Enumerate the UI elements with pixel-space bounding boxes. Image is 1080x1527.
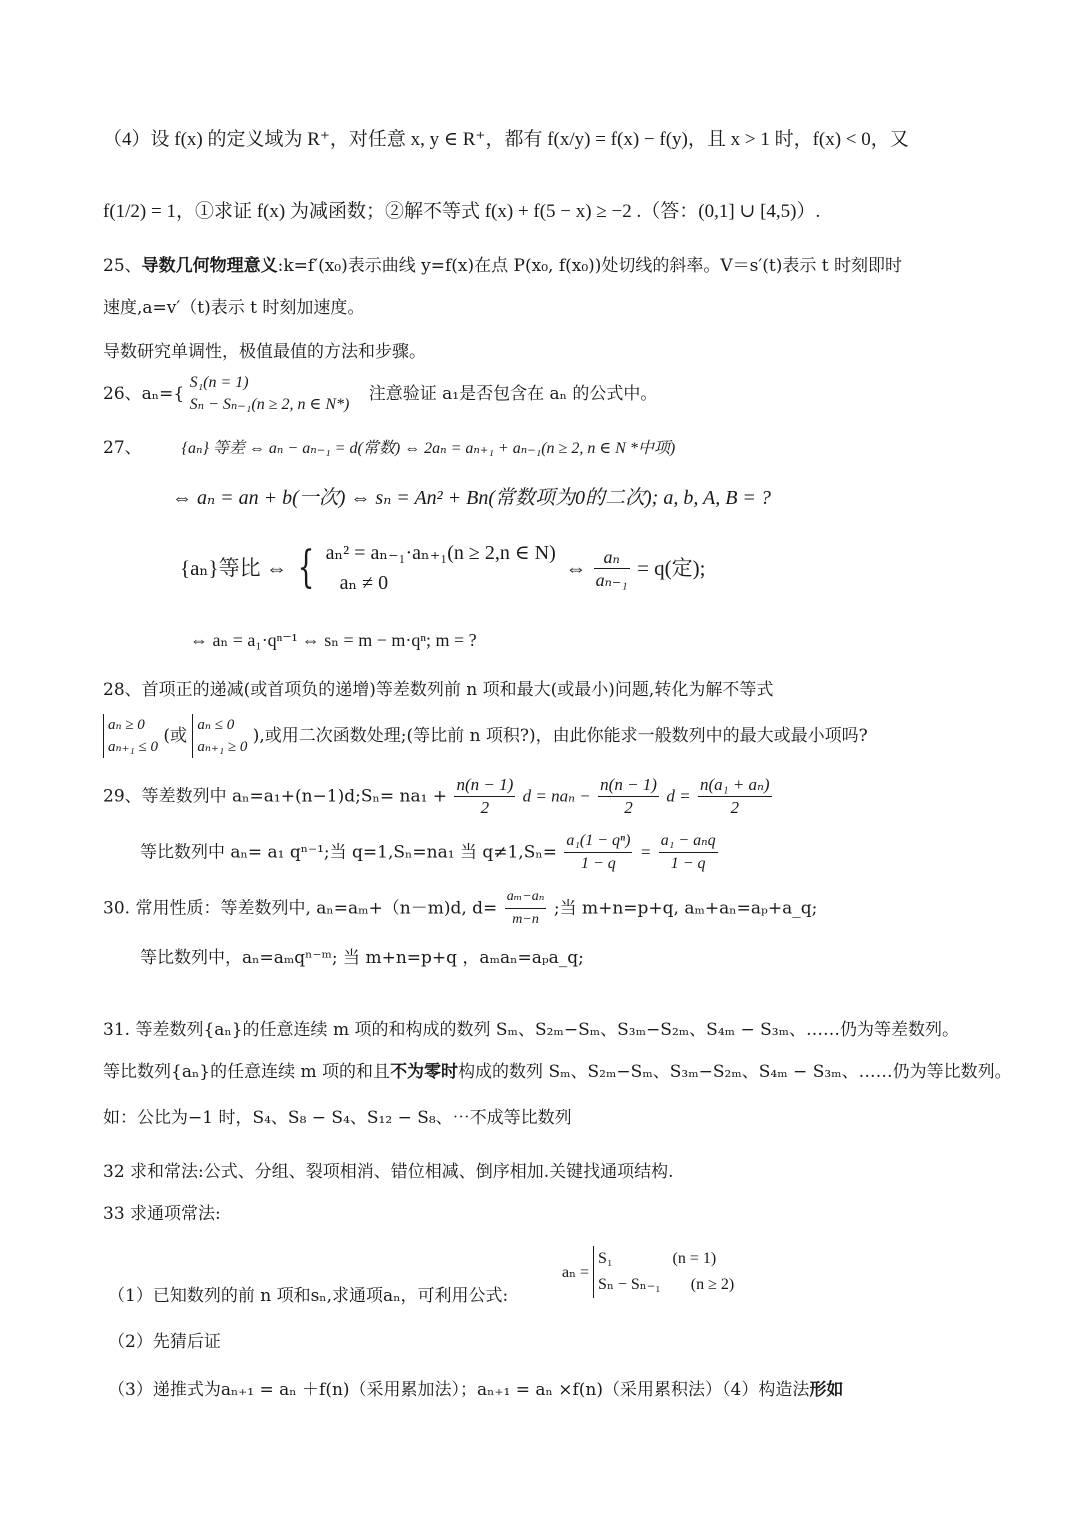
item-33-formula: aₙ = S₁ (n = 1) Sₙ − Sₙ₋₁ (n ≥ 2) bbox=[562, 1246, 734, 1300]
item-31-line-1: 31. 等差数列{aₙ}的任意连续 m 项的和构成的数列 Sₘ、S₂ₘ−Sₘ、S₃ₘ−S₂ₘ、S₄ₘ − S₃ₘ、……仍为等差数列。 bbox=[103, 1020, 960, 1040]
item-4-line-1: （4）设 f(x) 的定义域为 R⁺，对任意 x, y ∈ R⁺，都有 f(x/y) = f(x) − f(y)，且 x > 1 时，f(x) < 0，又 bbox=[103, 129, 909, 150]
item-27-line-4: ⇔ aₙ = a₁·qⁿ⁻¹ ⇔ sₙ = m − m·qⁿ; m = ? bbox=[190, 630, 477, 650]
item-31-line-3: 如：公比为−1 时，S₄、S₈ − S₄、S₁₂ − S₈、⋯不成等比数列 bbox=[103, 1108, 572, 1128]
item-4-line-2: f(1/2) = 1，①求证 f(x) 为减函数；②解不等式 f(x) + f(5 − x) ≥ −2 .（答：(0,1] ∪ [4,5)）. bbox=[103, 201, 821, 222]
item-31-line-2: 等比数列{aₙ}的任意连续 m 项的和且不为零时构成的数列 Sₘ、S₂ₘ−Sₘ、S₃ₘ−S₂ₘ、S₄ₘ − S₃ₘ、……仍为等比数列。 bbox=[103, 1062, 1012, 1082]
item-25-line-3: 导数研究单调性，极值最值的方法和步骤。 bbox=[103, 342, 426, 362]
item-25-line-2: 速度,a=v′（t)表示 t 时刻加速度。 bbox=[103, 298, 365, 318]
item-30-line-1: 30. 常用性质：等差数列中, aₙ=aₘ+（n－m)d, d= $\frac{\text{aₘ−aₙ}}{m-n}$ ;当 m+n=p+q, aₘ+aₙ=aₚ+a_q; bbox=[103, 886, 980, 936]
item-30-line-2: 等比数列中，aₙ=aₘqⁿ⁻ᵐ; 当 m+n=p+q ，aₘaₙ=aₚa_q; bbox=[140, 948, 584, 968]
item-27-line-2: ⇔ aₙ = an + b(一次) ⇔ sₙ = An² + Bn(常数项为0的二次); a, b, A, B = ? bbox=[172, 487, 771, 509]
left-brace: { bbox=[297, 542, 315, 593]
item-28-line-2: aₙ ≥ 0 aₙ₊₁ ≤ 0 (或 aₙ ≤ 0 aₙ₊₁ ≥ 0 ),或用二次函数处理;(等比前 n 项积?)，由此你能求一般数列中的最大或最小项吗? bbox=[103, 714, 980, 764]
item-31-emphasis: 不为零时 bbox=[390, 1062, 459, 1082]
item-33-3: （3）递推式为aₙ₊₁ = aₙ ＋f(n)（采用累加法）；aₙ₊₁ = aₙ ×f(n)（采用累积法）（4）构造法形如 bbox=[108, 1380, 844, 1400]
item-29-line-1: 29、等差数列中 aₙ=a₁+(n−1)d;Sₙ= na₁ + $\frac{n(n - 1)}{2}$ d = naₙ − $\frac{n(n - 1)}{2}$ d = $\frac{\text{n(a₁ + aₙ)}}{2}$ bbox=[103, 775, 770, 817]
item-27-line-3: {aₙ}等比 ⇔ { aₙ² = aₙ₋₁·aₙ₊₁(n ≥ 2,n ∈ N) aₙ ≠ 0 ⇔ $\frac{\text{aₙ}}{\text{aₙ₋₁}}$ = q(定); bbox=[180, 542, 706, 594]
item-25-line-1: 25、导数几何物理意义:k=f′(x₀)表示曲线 y=f(x)在点 P(x₀, f(x₀))处切线的斜率。V＝s′(t)表示 t 时刻即时 bbox=[103, 256, 902, 276]
item-29-line-2: 等比数列中 aₙ= a₁ qⁿ⁻¹;当 q=1,Sₙ=na₁ 当 q≠1,Sₙ= $\frac{\text{a₁(1 − qⁿ)}}{1 - q}$ = $\frac{\text{a₁ − aₙq}}{1 - q}$ bbox=[140, 832, 716, 872]
item-25-title: 导数几何物理意义 bbox=[141, 256, 278, 276]
item-33-title: 33 求通项常法: bbox=[103, 1204, 221, 1224]
item-27-line-1: 27、 {aₙ} 等差 ⇔ aₙ − aₙ₋₁ = d(常数) ⇔ 2aₙ = aₙ₊₁ + aₙ₋₁(n ≥ 2, n ∈ N *中项) bbox=[103, 438, 676, 458]
item-26-cases: S₁(n = 1) Sₙ − Sₙ₋₁(n ≥ 2, n ∈ N*) bbox=[189, 374, 350, 413]
item-32: 32 求和常法:公式、分组、裂项相消、错位相减、倒序相加.关键找通项结构. bbox=[103, 1162, 674, 1182]
item-33-1: （1）已知数列的前 n 项和sₙ,求通项aₙ，可利用公式: bbox=[108, 1286, 509, 1306]
item-28-line-1: 28、首项正的递减(或首项负的递增)等差数列前 n 项和最大(或最小)问题,转化为解不等式 bbox=[103, 680, 774, 700]
item-33-2: （2）先猜后证 bbox=[108, 1332, 221, 1352]
item-26: 26、aₙ={ S₁(n = 1) Sₙ − Sₙ₋₁(n ≥ 2, n ∈ N*) 注意验证 a₁是否包含在 aₙ 的公式中。 bbox=[103, 372, 980, 424]
